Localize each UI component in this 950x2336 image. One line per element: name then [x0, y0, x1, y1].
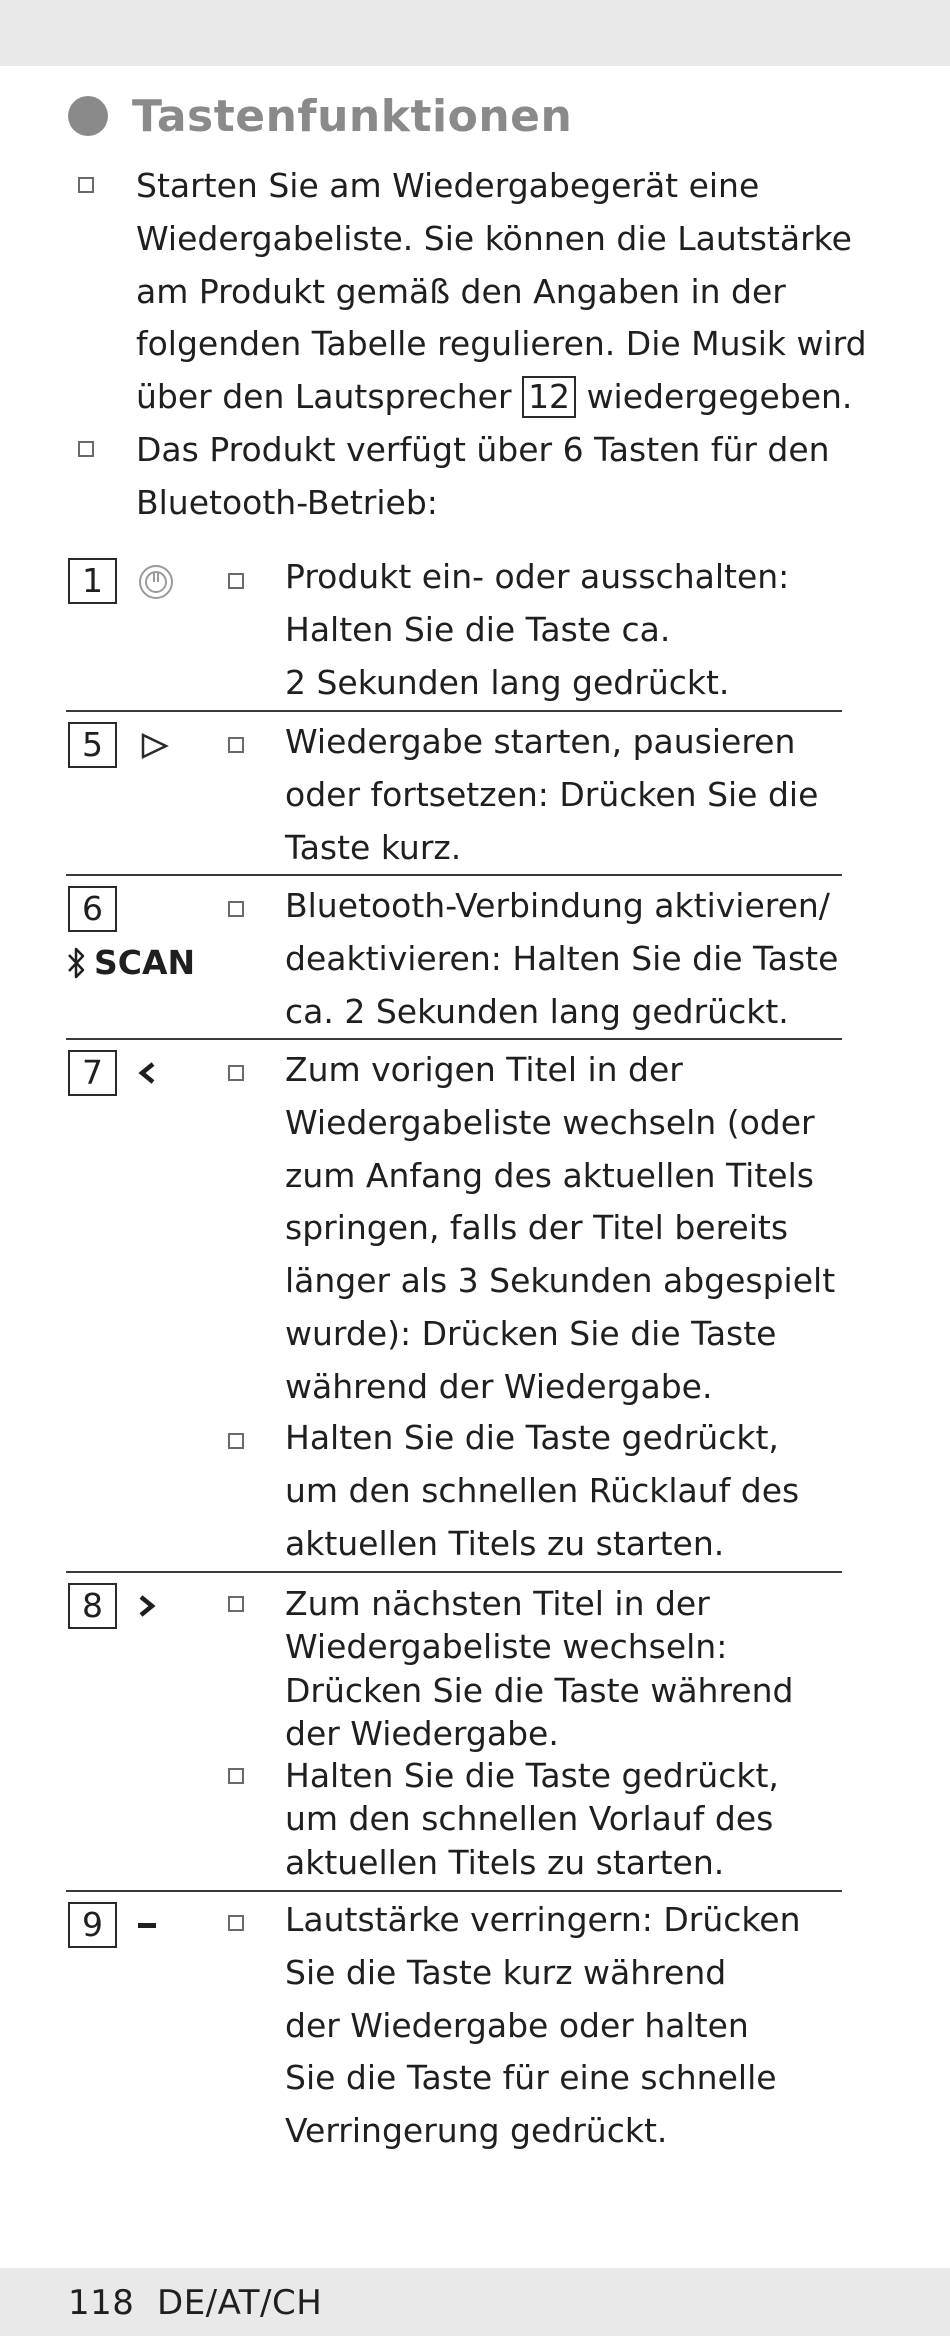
minus-icon: [134, 1910, 160, 1940]
text-line: Zum nächsten Titel in der: [285, 1584, 710, 1623]
text-line: aktuellen Titels zu starten.: [285, 1842, 725, 1882]
checkbox-bullet-icon: [228, 737, 244, 753]
text-fragment: über den Lautsprecher: [136, 377, 512, 417]
checkbox-bullet-icon: [228, 1915, 244, 1931]
ref-number-12: 12: [522, 376, 576, 418]
text-line: aktuellen Titels zu starten.: [285, 1523, 725, 1563]
checkbox-bullet-icon: [228, 1596, 244, 1612]
text-line: am Produkt gemäß den Angaben in der: [136, 271, 786, 311]
checkbox-bullet-icon: [228, 573, 244, 589]
text-line: zum Anfang des aktuellen Titels: [285, 1155, 814, 1195]
key-number-7: 7: [68, 1050, 117, 1096]
text-line: Das Produkt verfügt über 6 Tasten für den: [136, 430, 830, 469]
row-divider: [66, 874, 842, 876]
text-line: wurde): Drücken Sie die Taste: [285, 1313, 777, 1353]
text-line: Halten Sie die Taste gedrückt,: [285, 1418, 779, 1457]
checkbox-bullet-icon: [228, 1065, 244, 1081]
text-line: Sie die Taste für eine schnelle: [285, 2058, 777, 2098]
text-line: Halten Sie die Taste ca.: [285, 609, 671, 649]
row-8-description-a: [285, 1582, 793, 1755]
intro-paragraph-1: [136, 160, 867, 424]
text-line: [136, 371, 867, 424]
text-line: Wiedergabeliste wechseln:: [285, 1627, 728, 1667]
text-line: Zum vorigen Titel in der: [285, 1050, 683, 1089]
text-line: der Wiedergabe.: [285, 1713, 559, 1753]
text-fragment: wiedergegeben.: [586, 377, 853, 417]
text-line: Bluetooth-Verbindung aktivieren/: [285, 886, 830, 925]
row-5-description: [285, 716, 818, 874]
row-divider: [66, 1038, 842, 1040]
text-line: Sie die Taste kurz während: [285, 1952, 727, 1992]
row-divider: [66, 1571, 842, 1573]
intro-paragraph-2: [136, 424, 830, 530]
row-9-description: [285, 1894, 801, 2158]
checkbox-bullet-icon: [228, 1768, 244, 1784]
text-line: folgenden Tabelle regulieren. Die Musik wird: [136, 324, 867, 364]
key-number-9: 9: [68, 1902, 117, 1948]
row-divider: [66, 710, 842, 712]
text-line: Wiedergabeliste wechseln (oder: [285, 1102, 815, 1142]
text-line: springen, falls der Titel bereits: [285, 1208, 789, 1248]
text-line: Produkt ein- oder ausschalten:: [285, 557, 790, 596]
checkbox-bullet-icon: [228, 1433, 244, 1449]
text-line: der Wiedergabe oder halten: [285, 2005, 749, 2045]
row-divider: [66, 1890, 842, 1892]
text-line: um den schnellen Vorlauf des: [285, 1799, 774, 1839]
text-line: Halten Sie die Taste gedrückt,: [285, 1756, 779, 1795]
scan-label: [66, 939, 195, 987]
text-line: Wiedergabeliste. Sie können die Lautstärke: [136, 218, 852, 258]
text-line: ca. 2 Sekunden lang gedrückt.: [285, 991, 789, 1031]
checkbox-bullet-icon: [228, 901, 244, 917]
key-number-6: 6: [68, 886, 117, 932]
top-band: [0, 0, 950, 66]
text-line: deaktivieren: Halten Sie die Taste: [285, 938, 839, 978]
key-number-1: 1: [68, 558, 117, 604]
text-line: Wiedergabe starten, pausieren: [285, 722, 796, 761]
chevron-left-icon: [132, 1054, 162, 1092]
checkbox-bullet-icon: [78, 441, 94, 457]
text-line: oder fortsetzen: Drücken Sie die: [285, 774, 819, 814]
text-line: während der Wiedergabe.: [285, 1366, 713, 1406]
row-6-description: [285, 880, 838, 1038]
text-line: Bluetooth-Betrieb:: [136, 482, 438, 522]
text-line: Taste kurz.: [285, 827, 462, 867]
key-number-5: 5: [68, 722, 117, 768]
text-line: Drücken Sie die Taste während: [285, 1670, 794, 1710]
text-line: Starten Sie am Wiedergabegerät eine: [136, 166, 760, 205]
row-8-description-b: [285, 1754, 779, 1884]
scan-text: SCAN: [94, 943, 196, 982]
checkbox-bullet-icon: [78, 177, 94, 193]
key-number-8: 8: [68, 1583, 117, 1629]
bluetooth-icon: [66, 946, 86, 980]
page-number-footer: 118 DE/AT/CH: [68, 2283, 323, 2323]
play-icon: [134, 726, 174, 766]
row-7-description-b: [285, 1412, 799, 1570]
bullet-dot-icon: [68, 96, 108, 136]
row-1-description: [285, 551, 789, 709]
power-icon: [134, 560, 178, 604]
text-line: länger als 3 Sekunden abgespielt: [285, 1261, 836, 1301]
section-heading: [68, 90, 572, 142]
text-line: 2 Sekunden lang gedrückt.: [285, 662, 730, 702]
chevron-right-icon: [132, 1587, 162, 1625]
text-line: Lautstärke verringern: Drücken: [285, 1900, 801, 1939]
text-line: um den schnellen Rücklauf des: [285, 1470, 800, 1510]
text-line: Verringerung gedrückt.: [285, 2111, 668, 2151]
page-title: Tastenfunktionen: [132, 90, 573, 142]
row-7-description-a: [285, 1044, 835, 1414]
